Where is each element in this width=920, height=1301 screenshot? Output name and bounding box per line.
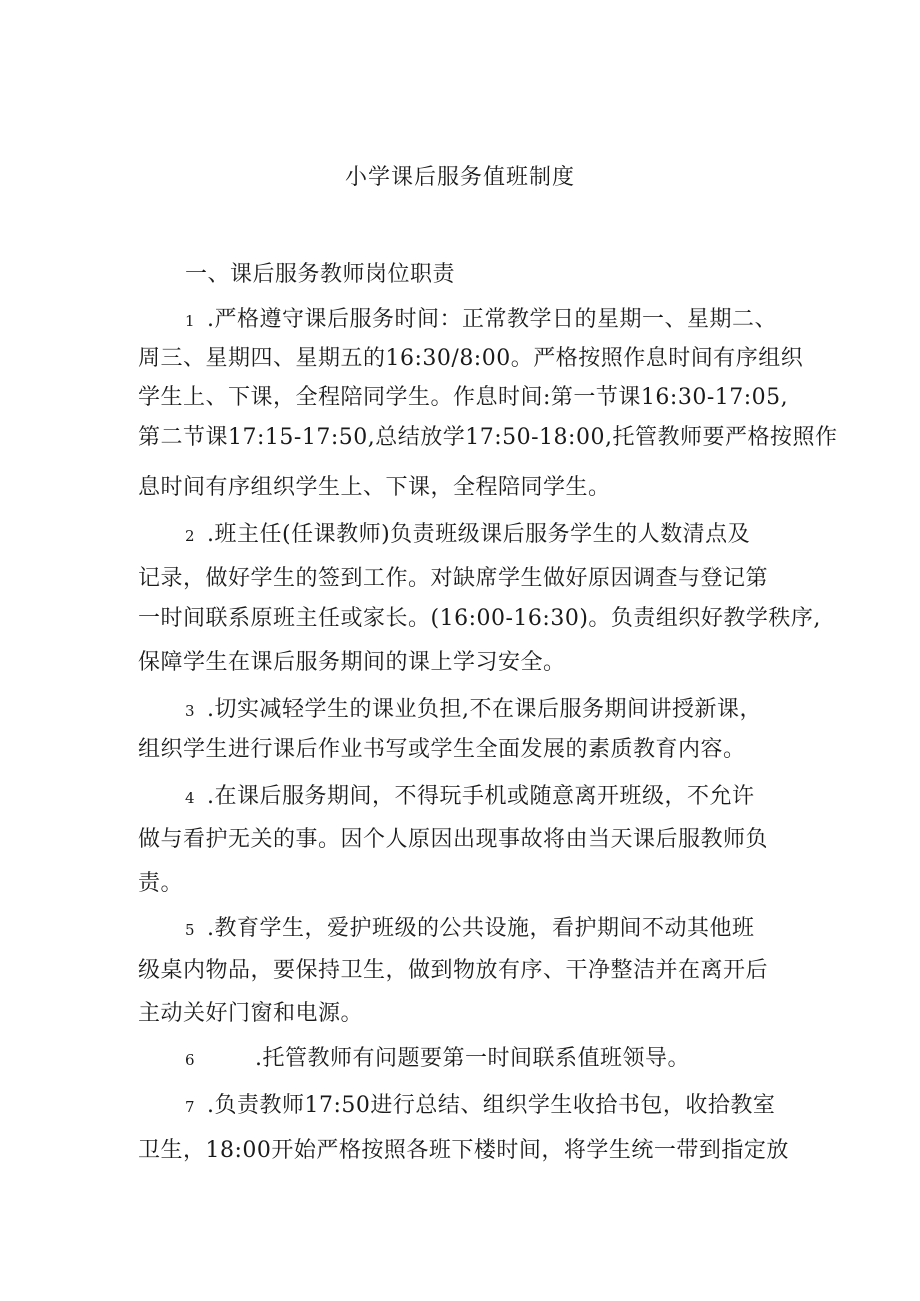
item-2-line-3: 一时间联系原班主任或家长。(16:00-16:30)。负责组织好教学秩序, [138, 606, 821, 631]
item-7-line-1: 7 .负责教师17:50进行总结、组织学生收拾书包，收拾教室 [185, 1088, 775, 1125]
item-number: 2 [185, 527, 196, 545]
item-5-line-1: 5 .教育学生，爱护班级的公共设施，看护期间不动其他班 [185, 911, 755, 948]
item-1-line-2: 周三、星期四、星期五的16:30/8:00。严格按照作息时间有序组织 [138, 346, 804, 371]
item-number: 1 [185, 312, 196, 330]
item-4-line-3: 责。 [138, 871, 184, 896]
item-6-line-1: 6 .托管教师有问题要第一时间联系值班领导。 [185, 1041, 690, 1078]
item-2-line-4: 保障学生在课后服务期间的课上学习安全。 [138, 650, 566, 675]
item-4-line-2: 做与看护无关的事。因个人原因出现事故将由当天课后服教师负 [138, 827, 769, 852]
item-5-line-2: 级桌内物品，要保持卫生，做到物放有序、干净整洁并在离开后 [138, 958, 769, 983]
item-4-line-1: 4 .在课后服务期间，不得玩手机或随意离开班级，不允许 [185, 779, 755, 816]
item-number: 6 [185, 1051, 196, 1069]
item-7-line-2: 卫生，18:00开始严格按照各班下楼时间，将学生统一带到指定放 [138, 1138, 789, 1163]
document-title: 小学课后服务值班制度 [344, 165, 575, 190]
item-number: 7 [185, 1098, 196, 1116]
item-number: 4 [185, 789, 196, 807]
item-number: 5 [185, 921, 196, 939]
item-1-line-1: 1 .严格遵守课后服务时间：正常教学日的星期一、星期二、 [185, 302, 777, 339]
item-3-line-1: 3 .切实减轻学生的课业负担,不在课后服务期间讲授新课， [185, 692, 762, 729]
item-1-line-3: 学生上、下课，全程陪同学生。作息时间:第一节课16:30-17:05, [138, 385, 789, 410]
item-1-line-5: 息时间有序组织学生上、下课，全程陪同学生。 [138, 475, 611, 500]
item-number: 3 [185, 702, 196, 720]
section-heading: 一、课后服务教师岗位职责 [185, 262, 456, 287]
item-2-line-1: 2 .班主任(任课教师)负责班级课后服务学生的人数清点及 [185, 517, 750, 554]
item-1-line-4: 第二节课17:15-17:50,总结放学17:50-18:00,托管教师要严格按照作 [138, 425, 838, 450]
item-2-line-2: 记录，做好学生的签到工作。对缺席学生做好原因调查与登记第 [138, 566, 769, 591]
item-3-line-2: 组织学生进行课后作业书写或学生全面发展的素质教育内容。 [138, 737, 746, 762]
item-5-line-3: 主动关好门窗和电源。 [138, 1001, 364, 1026]
